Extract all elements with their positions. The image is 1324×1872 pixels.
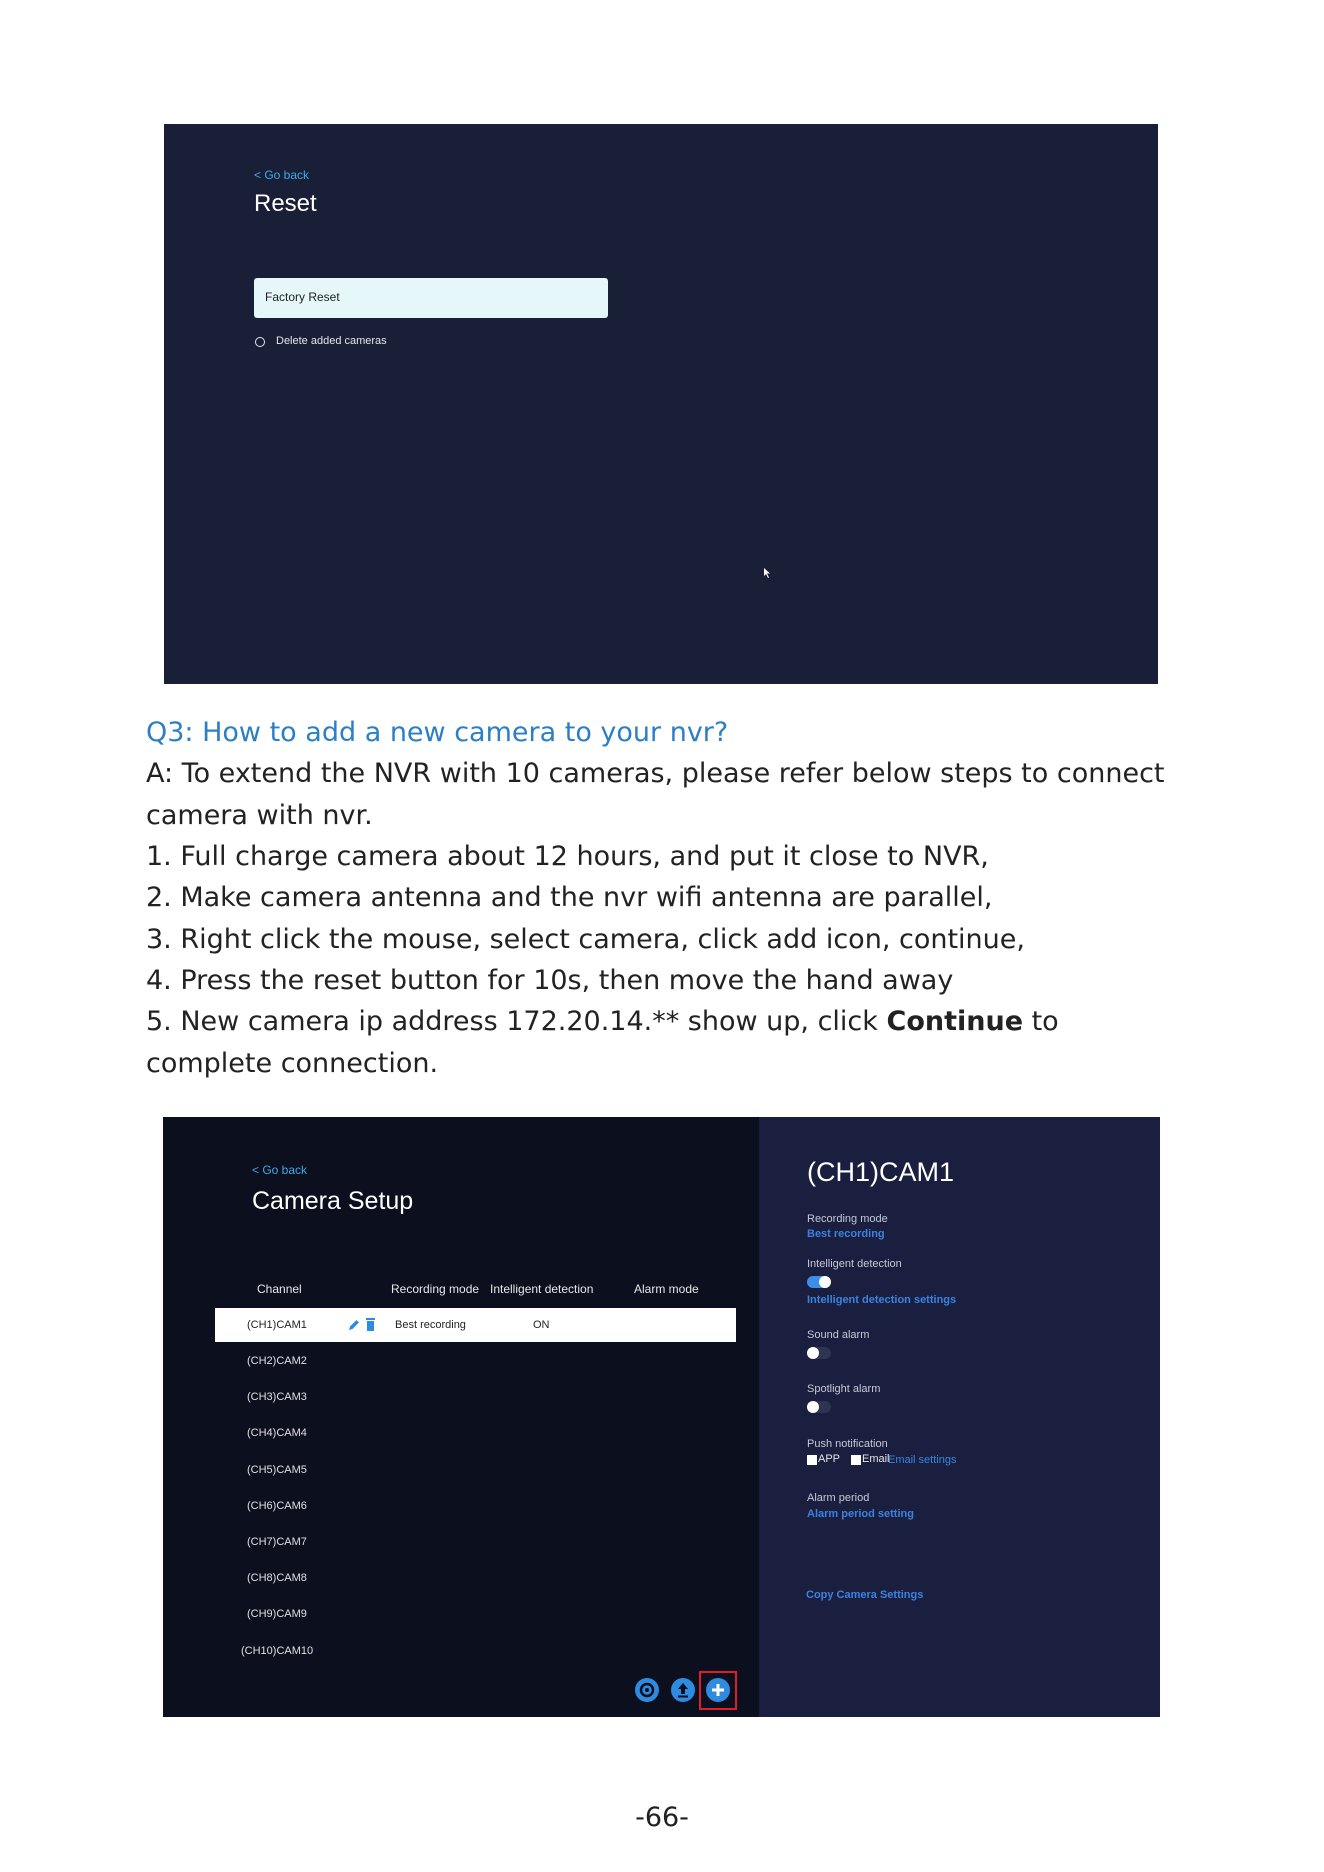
- camera-setup-screenshot: [163, 1117, 1160, 1717]
- toggle-knob: [807, 1401, 819, 1413]
- channel-row[interactable]: (CH9)CAM9: [247, 1608, 307, 1620]
- copy-camera-settings-link[interactable]: Copy Camera Settings: [806, 1589, 924, 1601]
- recording-mode-value: Best recording: [395, 1319, 466, 1331]
- faq-step: 1. Full charge camera about 12 hours, and put it close to NVR,: [146, 841, 989, 872]
- channel-row[interactable]: (CH4)CAM4: [247, 1427, 307, 1439]
- faq-answer-line: camera with nvr.: [146, 800, 373, 831]
- email-checkbox[interactable]: [851, 1455, 861, 1465]
- trash-icon[interactable]: [365, 1317, 376, 1332]
- push-notification-label: Push notification: [807, 1438, 888, 1450]
- column-header-intelligent-detection: Intelligent detection: [490, 1282, 594, 1296]
- faq-step-text: 5. New camera ip address 172.20.14.** show up, click: [146, 1006, 887, 1037]
- channel-row[interactable]: (CH10)CAM10: [241, 1645, 314, 1657]
- factory-reset-button[interactable]: Factory Reset: [254, 278, 608, 318]
- recording-mode-link[interactable]: Best recording: [807, 1228, 885, 1240]
- email-settings-link[interactable]: Email settings: [888, 1454, 957, 1466]
- spotlight-alarm-label: Spotlight alarm: [807, 1383, 881, 1395]
- intelligent-detection-label: Intelligent detection: [807, 1258, 902, 1270]
- channel-row[interactable]: (CH6)CAM6: [247, 1500, 307, 1512]
- page-title: Reset: [254, 190, 317, 217]
- faq-step: 3. Right click the mouse, select camera, click add icon, continue,: [146, 924, 1025, 955]
- column-header-recording-mode: Recording mode: [391, 1282, 480, 1296]
- faq-step: [146, 1006, 1059, 1037]
- faq-answer-line: A: To extend the NVR with 10 cameras, please refer below steps to connect: [146, 758, 1165, 789]
- faq-step-bold: Continue: [886, 1006, 1024, 1037]
- camera-title: (CH1)CAM1: [807, 1157, 955, 1187]
- mouse-cursor-icon: [764, 568, 772, 578]
- camera-settings-panel: [759, 1117, 1160, 1717]
- intelligent-detection-toggle[interactable]: [807, 1276, 831, 1288]
- intelligent-detection-settings-link[interactable]: Intelligent detection settings: [807, 1294, 957, 1306]
- table-row-selected[interactable]: [215, 1308, 736, 1342]
- toggle-knob: [807, 1347, 819, 1359]
- alarm-period-label: Alarm period: [807, 1492, 870, 1504]
- channel-row[interactable]: (CH7)CAM7: [247, 1536, 307, 1548]
- sound-alarm-label: Sound alarm: [807, 1329, 870, 1341]
- channel-row[interactable]: (CH2)CAM2: [247, 1355, 307, 1367]
- column-header-channel: Channel: [257, 1282, 302, 1296]
- go-back-link[interactable]: < Go back: [254, 168, 310, 182]
- channel-name: (CH1)CAM1: [247, 1319, 307, 1331]
- channel-row[interactable]: (CH3)CAM3: [247, 1391, 307, 1403]
- add-icon-highlight: [699, 1671, 737, 1710]
- faq-question: Q3: How to add a new camera to your nvr?: [146, 717, 729, 748]
- alarm-period-setting-link[interactable]: Alarm period setting: [807, 1508, 914, 1520]
- delete-cameras-label: Delete added cameras: [276, 335, 387, 347]
- gear-icon[interactable]: [635, 1678, 659, 1702]
- email-checkbox-label: Email: [862, 1453, 890, 1465]
- sound-alarm-toggle[interactable]: [807, 1347, 831, 1359]
- faq-step: 2. Make camera antenna and the nvr wifi antenna are parallel,: [146, 882, 993, 913]
- spotlight-alarm-toggle[interactable]: [807, 1401, 831, 1413]
- recording-mode-label: Recording mode: [807, 1213, 888, 1225]
- page-number: -66-: [635, 1802, 689, 1833]
- channel-row[interactable]: (CH8)CAM8: [247, 1572, 307, 1584]
- app-checkbox[interactable]: [807, 1455, 817, 1465]
- intelligent-detection-value: ON: [533, 1319, 550, 1331]
- reset-screenshot: [164, 124, 1158, 684]
- faq-step-text: to: [1023, 1006, 1059, 1037]
- pencil-icon[interactable]: [347, 1318, 361, 1332]
- app-checkbox-label: APP: [818, 1453, 841, 1465]
- page-title: Camera Setup: [252, 1187, 414, 1215]
- camera-list-panel: [163, 1117, 759, 1717]
- upload-icon[interactable]: [671, 1678, 695, 1702]
- column-header-alarm-mode: Alarm mode: [634, 1282, 699, 1296]
- go-back-link[interactable]: < Go back: [252, 1163, 308, 1177]
- delete-cameras-radio[interactable]: [255, 337, 265, 347]
- faq-step: complete connection.: [146, 1048, 439, 1079]
- channel-row[interactable]: (CH5)CAM5: [247, 1464, 307, 1476]
- faq-step: 4. Press the reset button for 10s, then move the hand away: [146, 965, 954, 996]
- toggle-knob: [819, 1276, 831, 1288]
